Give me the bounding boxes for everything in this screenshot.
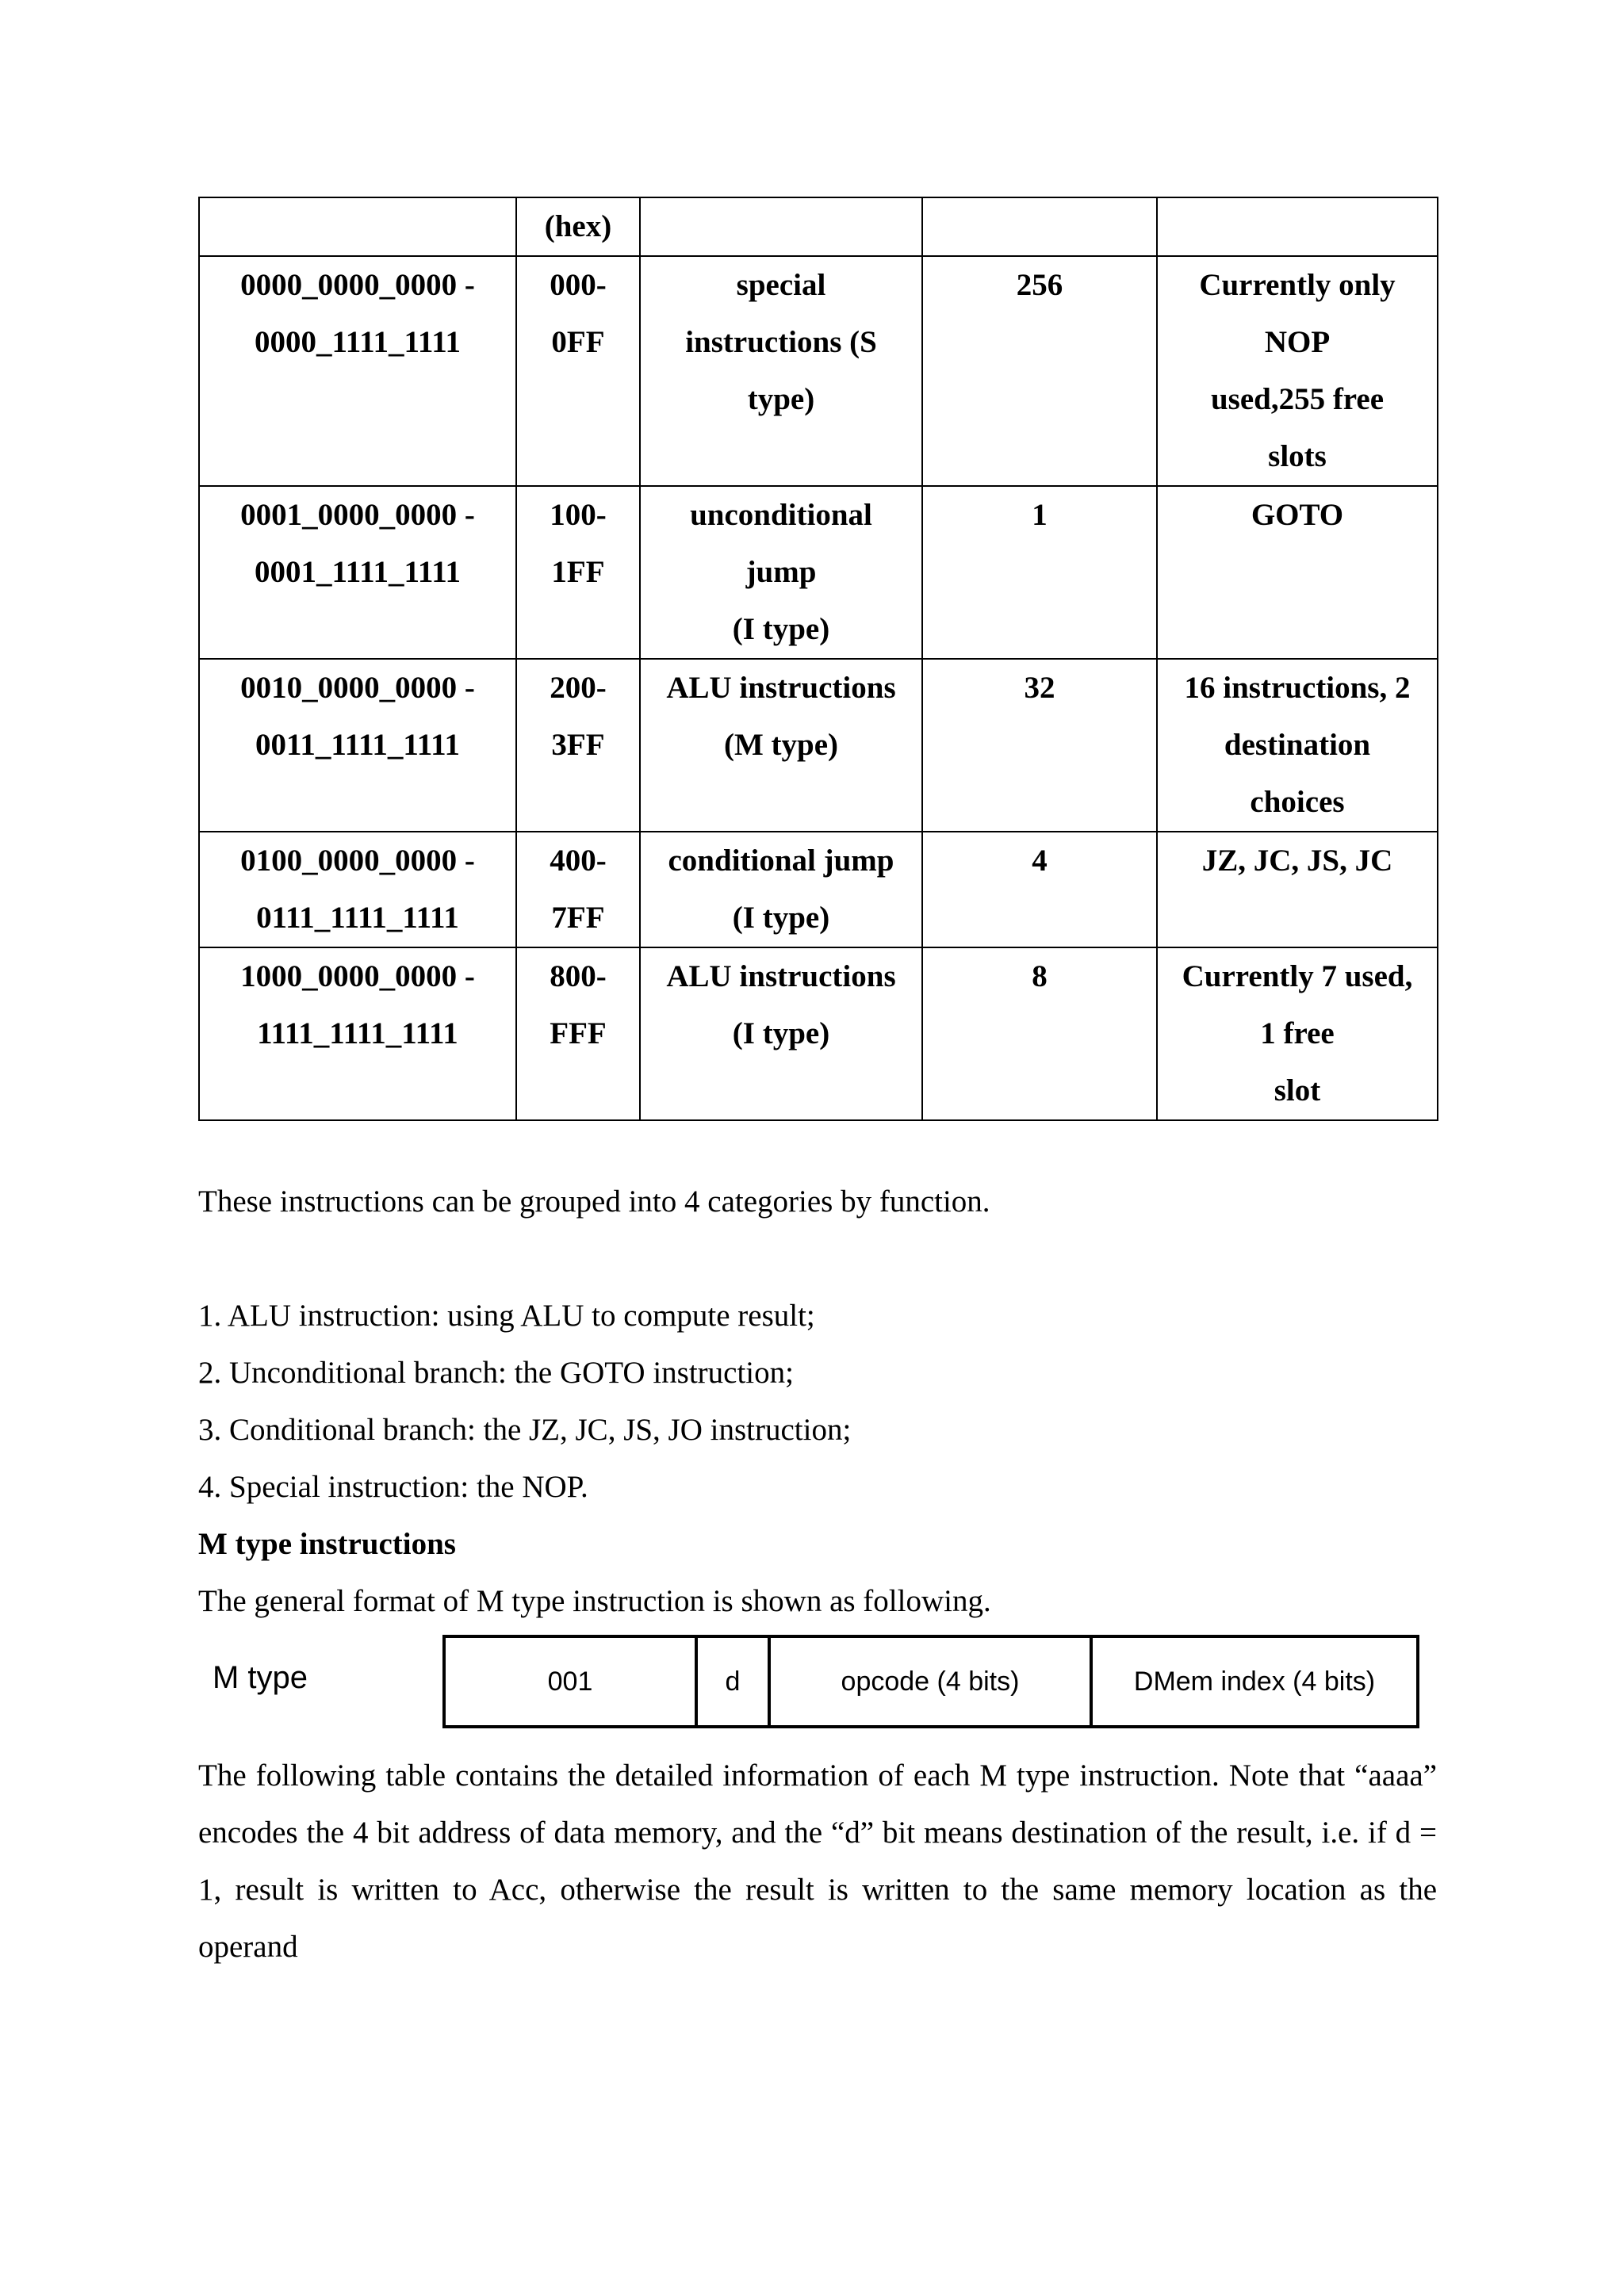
- detail-paragraph: The following table contains the detailed information of each M type instruction. Note that “aaaa” encodes the 4 bit address of data memory, and the “d” bit means destination of the result, i.e. if d = 1, result is written to Acc, otherwise the result is written to the same memory location as the operand: [198, 1758, 1437, 1964]
- note-cell: [1157, 659, 1438, 832]
- instruction-type-cell: [640, 947, 922, 1120]
- cell-line: (I type): [732, 901, 830, 935]
- header-cell: [640, 197, 922, 256]
- hex-range-cell: [516, 256, 640, 486]
- cell-line: 100-: [550, 498, 607, 532]
- cell-line: 1 free: [1260, 1016, 1335, 1050]
- count-cell: 4: [922, 832, 1157, 947]
- count-cell: 8: [922, 947, 1157, 1120]
- binary-range-cell: [199, 486, 516, 659]
- mtype-format-diagram: [442, 1635, 1419, 1728]
- count-cell: 256: [922, 256, 1157, 486]
- instruction-type-cell: [640, 256, 922, 486]
- cell-line: 16 instructions, 2: [1184, 671, 1411, 705]
- cell-line: slots: [1268, 439, 1327, 473]
- table-row: [199, 486, 1438, 659]
- header-cell: [199, 197, 516, 256]
- cell-line: Currently only: [1199, 268, 1396, 302]
- cell-line: 0011_1111_1111: [255, 728, 460, 762]
- cell-line: instructions (S: [685, 325, 877, 359]
- grouping-text: These instructions can be grouped into 4 categories by function.: [198, 1184, 990, 1219]
- cell-line: (I type): [732, 1016, 830, 1050]
- cell-line: ALU instructions: [666, 959, 896, 993]
- format-intro-text: The general format of M type instruction is shown as following.: [198, 1584, 991, 1618]
- table-row: [199, 659, 1438, 832]
- count-cell: 32: [922, 659, 1157, 832]
- list-item: 1. ALU instruction: using ALU to compute result;: [198, 1299, 815, 1333]
- header-cell: [922, 197, 1157, 256]
- cell-line: 0FF: [551, 325, 605, 359]
- cell-line: used,255 free: [1210, 382, 1385, 416]
- cell-line: 0001_0000_0000 -: [240, 498, 475, 532]
- cell-line: 7FF: [551, 901, 605, 935]
- cell-line: 1111_1111_1111: [257, 1016, 458, 1050]
- cell-line: 0000_1111_1111: [254, 325, 462, 359]
- binary-range-cell: [199, 659, 516, 832]
- cell-line: 0001_1111_1111: [254, 555, 462, 589]
- cell-line: jump: [745, 555, 817, 589]
- instruction-type-cell: [640, 486, 922, 659]
- encoding-table: [198, 197, 1438, 1121]
- note-cell: [1157, 486, 1438, 659]
- cell-line: type): [747, 382, 815, 416]
- binary-range-cell: [199, 947, 516, 1120]
- instruction-type-cell: [640, 659, 922, 832]
- mtype-label: M type: [213, 1660, 308, 1695]
- cell-line: FFF: [550, 1016, 607, 1050]
- cell-line: ALU instructions: [666, 671, 896, 705]
- cell-line: 0111_1111_1111: [256, 901, 459, 935]
- instruction-type-cell: [640, 832, 922, 947]
- note-cell: [1157, 832, 1438, 947]
- cell-line: choices: [1250, 785, 1345, 819]
- cell-line: 1000_0000_0000 -: [240, 959, 475, 993]
- cell-line: special: [736, 268, 826, 302]
- cell-line: 0000_0000_0000 -: [240, 268, 475, 302]
- mtype-field-dmem-index: DMem index (4 bits): [1133, 1666, 1376, 1697]
- section-heading: M type instructions: [198, 1527, 456, 1561]
- cell-line: NOP: [1264, 325, 1331, 359]
- list-item: 2. Unconditional branch: the GOTO instruction;: [198, 1356, 794, 1390]
- cell-line: 200-: [550, 671, 607, 705]
- table-row: [199, 256, 1438, 486]
- mtype-field-opcode: opcode (4 bits): [771, 1638, 1093, 1725]
- cell-line: 400-: [550, 844, 607, 878]
- hex-range-cell: [516, 659, 640, 832]
- list-item: 4. Special instruction: the NOP.: [198, 1470, 588, 1504]
- cell-line: GOTO: [1251, 498, 1344, 532]
- cell-line: Currently 7 used,: [1182, 959, 1413, 993]
- mtype-field-d: d: [698, 1638, 771, 1725]
- table-header-row: [199, 197, 1438, 256]
- hex-range-cell: [516, 832, 640, 947]
- binary-range-cell: [199, 256, 516, 486]
- cell-line: unconditional: [690, 498, 872, 532]
- cell-line: 800-: [550, 959, 607, 993]
- note-cell: [1157, 947, 1438, 1120]
- list-item: 3. Conditional branch: the JZ, JC, JS, JO instruction;: [198, 1413, 852, 1447]
- hex-range-cell: [516, 486, 640, 659]
- hex-range-cell: [516, 947, 640, 1120]
- cell-line: 1FF: [551, 555, 605, 589]
- note-cell: [1157, 256, 1438, 486]
- cell-line: JZ, JC, JS, JC: [1201, 844, 1393, 878]
- cell-line: (I type): [732, 612, 830, 646]
- cell-line: 000-: [550, 268, 607, 302]
- binary-range-cell: [199, 832, 516, 947]
- category-list: [198, 1288, 1437, 1630]
- cell-line: conditional jump: [668, 844, 894, 878]
- table-row: [199, 832, 1438, 947]
- cell-line: (M type): [723, 728, 839, 762]
- count-cell: 1: [922, 486, 1157, 659]
- header-cell: [1157, 197, 1438, 256]
- mtype-field-prefix: 001: [446, 1638, 698, 1725]
- cell-line: slot: [1274, 1073, 1321, 1108]
- cell-line: 0100_0000_0000 -: [240, 844, 475, 878]
- cell-line: 3FF: [551, 728, 605, 762]
- table-row: [199, 947, 1438, 1120]
- cell-line: destination: [1224, 728, 1371, 762]
- header-cell-hex: (hex): [516, 197, 640, 256]
- cell-line: 0010_0000_0000 -: [240, 671, 475, 705]
